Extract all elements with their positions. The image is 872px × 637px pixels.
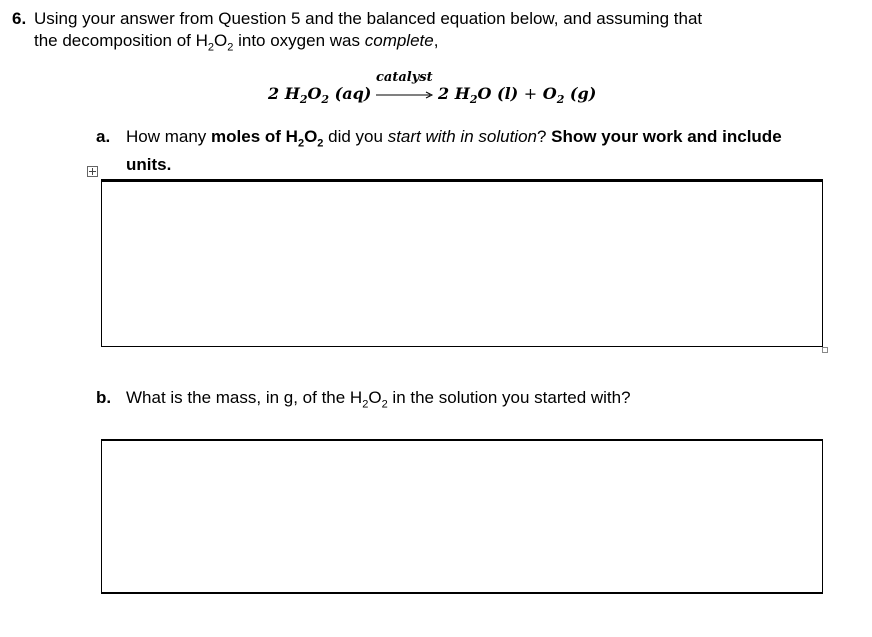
part-b-label: b.	[96, 388, 112, 407]
part-b-text: What is the mass, in g, of the $H_2O_2$ in the solution you started with?	[126, 388, 631, 411]
part-a-label: a.	[96, 127, 111, 146]
question-number: 6.	[12, 9, 27, 28]
arrow-icon	[376, 91, 436, 99]
question-6-line1: 6. Using your answer from Question 5 and the balanced equation below, and assuming that	[12, 9, 703, 28]
resize-handle-icon[interactable]	[822, 347, 828, 353]
catalyst-label: catalyst	[376, 70, 433, 85]
equation-products: 2 $H_2O$ $(l) + O_2$ (g)	[438, 84, 597, 107]
answer-box-a[interactable]	[101, 179, 823, 347]
equation-reactants: 2 $H_2O_2$ (aq)	[268, 84, 372, 107]
answer-box-b[interactable]	[101, 439, 823, 594]
reaction-arrow	[376, 70, 436, 104]
table-move-handle-icon[interactable]	[87, 166, 98, 177]
part-a-text: How many moles of $H_2O_2$ did you start with in solution? Show your work and include units.	[126, 127, 782, 175]
question-6	[12, 8, 702, 58]
question-6-line2: the decomposition of $H_2O_2$ into oxygen was complete,	[34, 31, 439, 54]
